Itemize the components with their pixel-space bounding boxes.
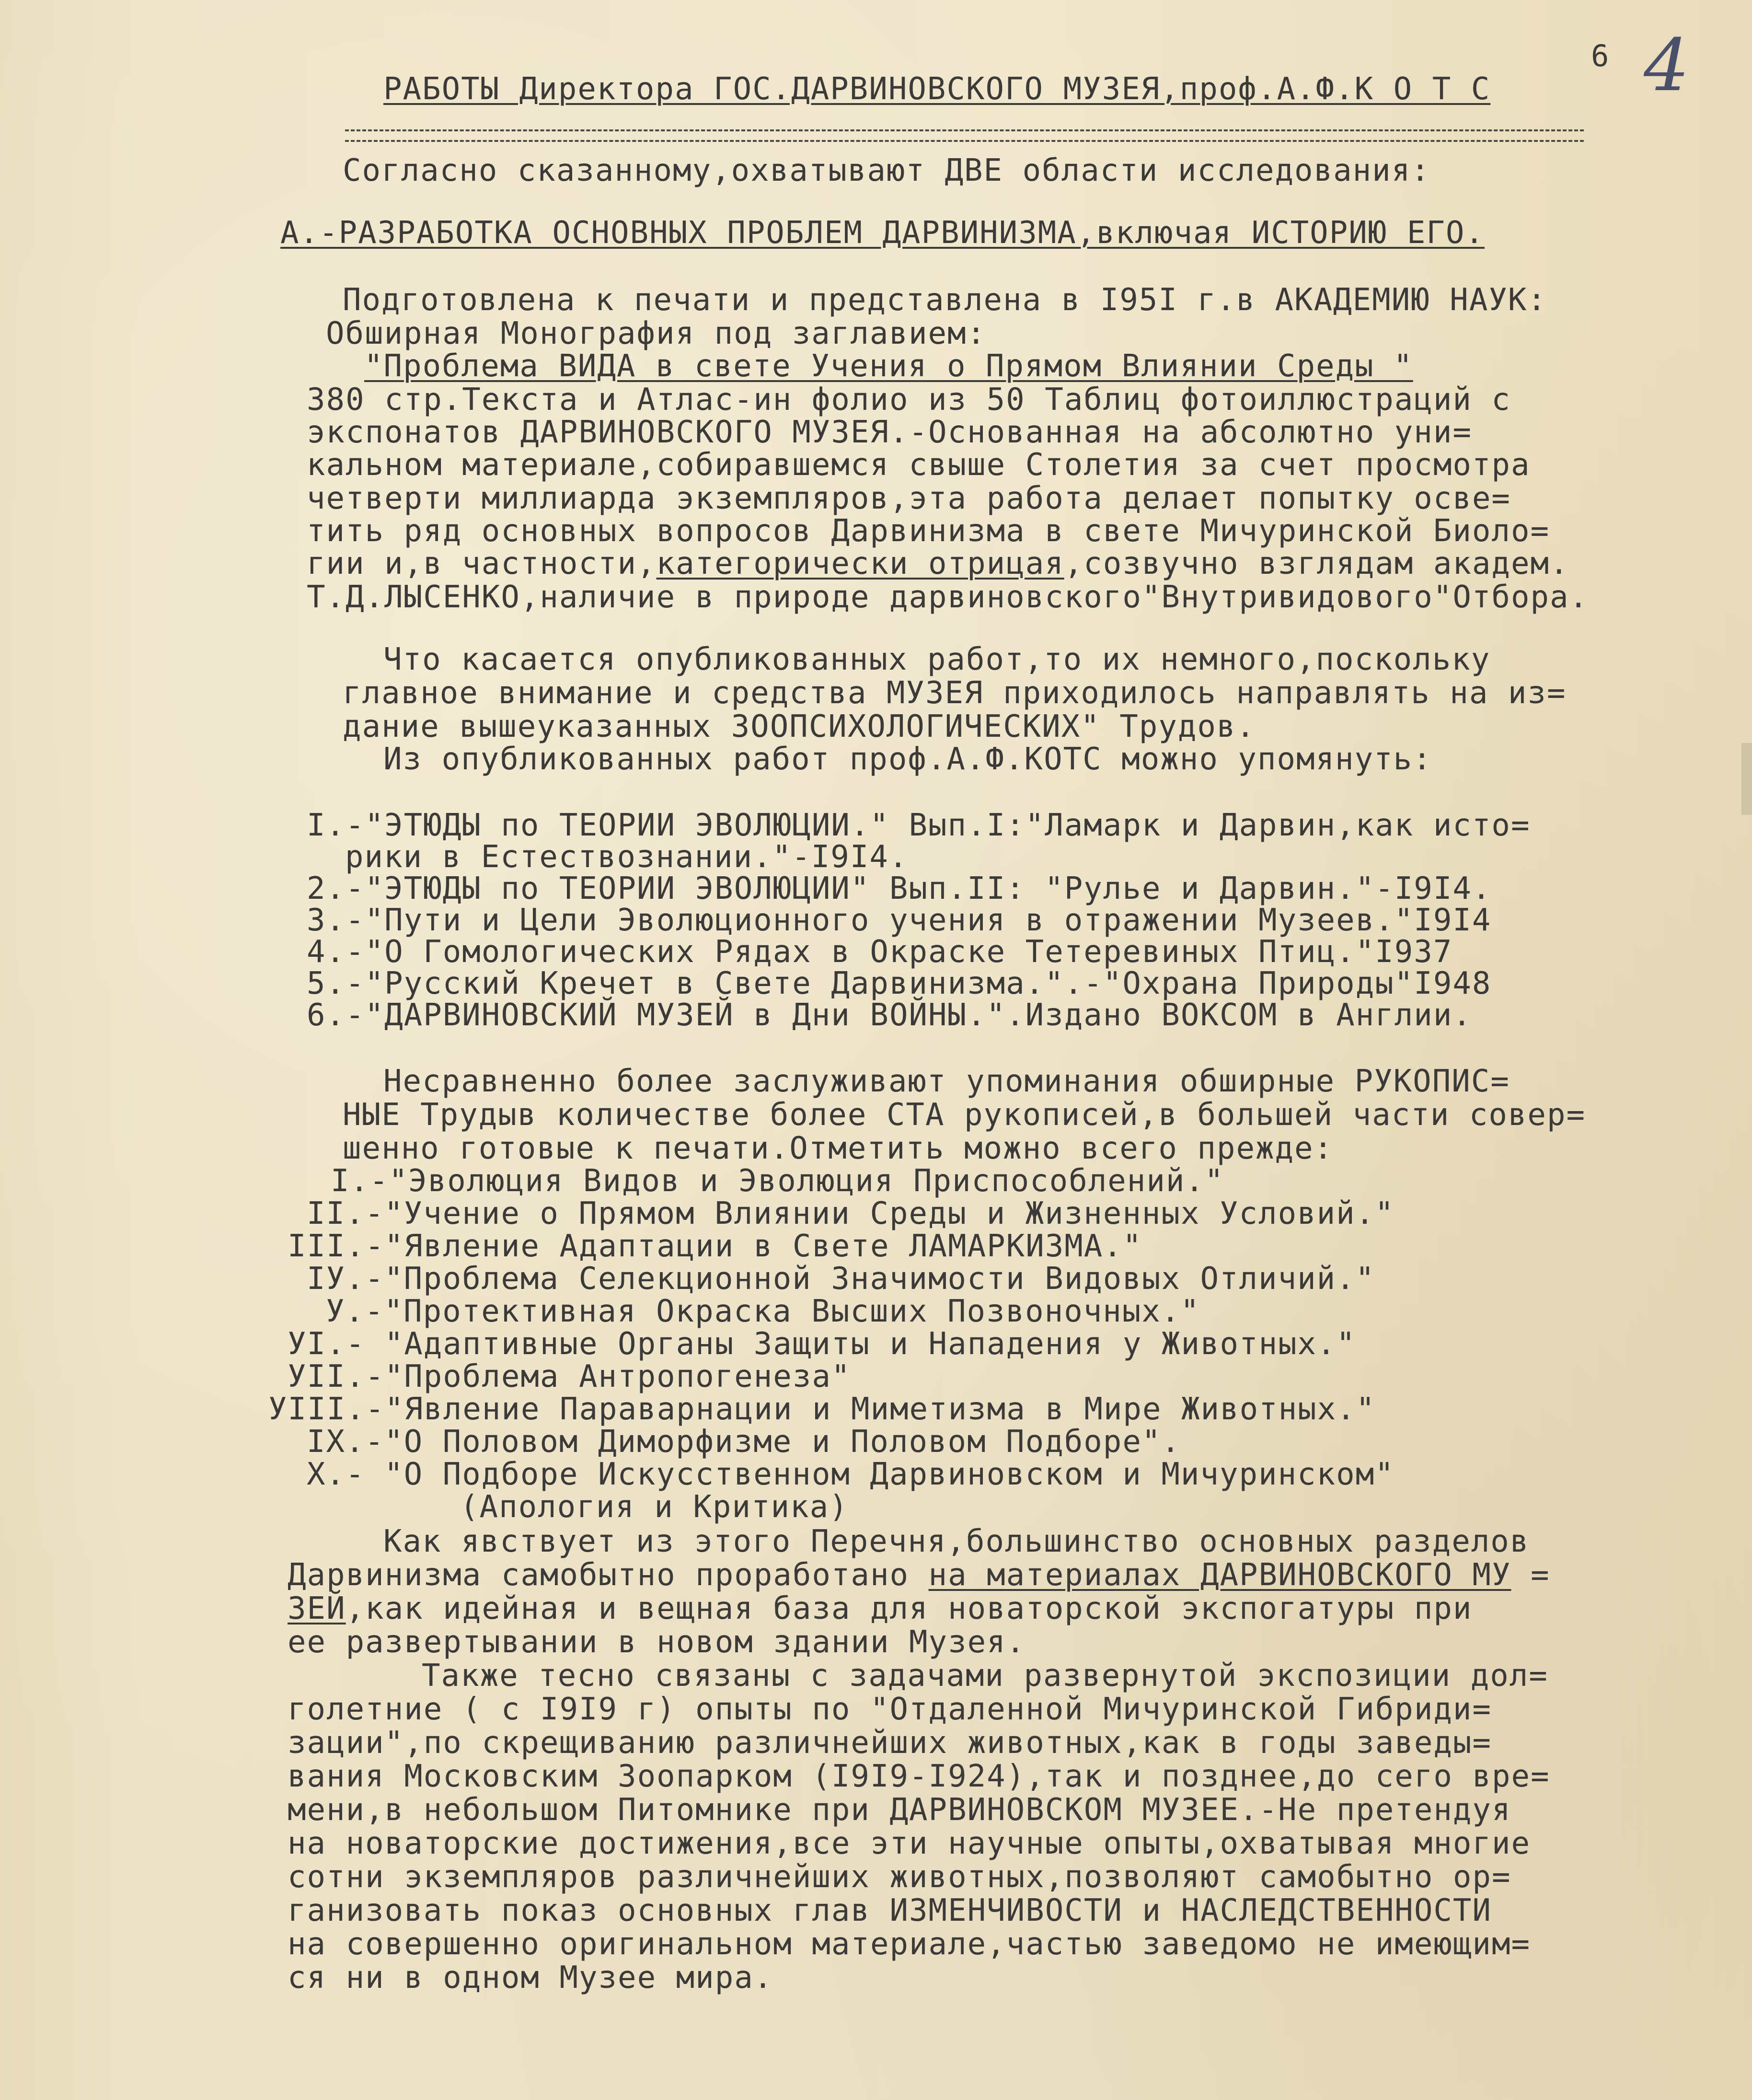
- list-item: УI.- "Адаптивные Органы Защиты и Нападения у Животных.": [288, 1326, 1356, 1362]
- section-a-heading: А.-РАЗРАБОТКА ОСНОВНЫХ ПРОБЛЕМ ДАРВИНИЗМА,включая ИСТОРИЮ ЕГО.: [280, 215, 1485, 251]
- text-line: ганизовать показ основных глав ИЗМЕНЧИВОСТИ и НАСЛЕДСТВЕННОСТИ: [288, 1893, 1492, 1928]
- text-line: на новаторские достижения,все эти научные опыты,охватывая многие: [288, 1826, 1531, 1861]
- text-line: Также тесно связаны с задачами развернутой экспозиции дол=: [422, 1658, 1548, 1694]
- text-line: кальном материале,собиравшемся свыше Столетия за счет просмотра: [307, 447, 1531, 483]
- underlined-phrase: на материалах ДАРВИНОВСКОГО МУ: [928, 1557, 1511, 1593]
- text-line: Из опубликованных работ проф.А.Ф.КОТС можно упомянуть:: [383, 742, 1432, 777]
- text-line: тить ряд основных вопросов Дарвинизма в свете Мичуринской Биоло=: [307, 513, 1550, 549]
- text-line: НЫЕ Трудыв количестве более СТА рукописей,в большей части совер=: [343, 1097, 1586, 1133]
- text-line: Обширная Монография под заглавием:: [326, 316, 987, 351]
- underlined-phrase: категорически отрицая: [656, 546, 1064, 581]
- text-line: на совершенно оригинальном материале,частью заведомо не имеющим=: [288, 1926, 1531, 1962]
- text-fragment: =: [1511, 1557, 1550, 1593]
- intro-line: Согласно сказанному,охватывают ДВЕ области исследования:: [343, 153, 1430, 188]
- page-number-typed: 6: [1591, 38, 1609, 73]
- list-item: III.-"Явление Адаптации в Свете ЛАМАРКИЗМА.": [288, 1229, 1142, 1264]
- list-item: I.-"Эволюция Видов и Эволюция Приспособлений.": [331, 1163, 1224, 1199]
- text-line: [288, 1591, 1472, 1626]
- text-line: главное внимание и средства МУЗЕЯ приходилось направлять на из=: [343, 675, 1567, 711]
- paper-tape: [1741, 743, 1752, 815]
- text-line: Несравненно более заслуживают упоминания обширные РУКОПИС=: [383, 1064, 1510, 1099]
- text-line: вания Московским Зоопарком (I9I9-I924),так и позднее,до сего вре=: [288, 1759, 1550, 1794]
- text-line: Как явствует из этого Перечня,большинство основных разделов: [383, 1524, 1530, 1559]
- list-item: У.-"Протективная Окраска Высших Позвоночных.": [326, 1294, 1200, 1329]
- list-item: II.-"Учение о Прямом Влиянии Среды и Жизненных Условий.": [307, 1196, 1395, 1231]
- list-item: УII.-"Проблема Антропогенеза": [288, 1359, 851, 1394]
- page-number-handwritten: 4: [1644, 24, 1690, 107]
- text-line: зации",по скрещиванию различнейших животных,как в годы заведы=: [288, 1725, 1492, 1761]
- list-item: 4.-"О Гомологических Рядах в Окраске Тетеревиных Птиц."I937: [307, 934, 1453, 970]
- text-line: экспонатов ДАРВИНОВСКОГО МУЗЕЯ.-Основанная на абсолютно уни=: [307, 415, 1472, 450]
- text-fragment: ,созвучно взглядам академ.: [1064, 546, 1569, 581]
- list-item: рики в Естествознании."-I9I4.: [345, 839, 909, 875]
- text-line: четверти миллиарда экземпляров,эта работа делает попытку осве=: [307, 481, 1511, 516]
- text-line: [307, 546, 1569, 581]
- text-line: 380 стр.Текста и Атлас-ин фолио из 50 Таблиц фотоиллюстраций с: [307, 382, 1511, 418]
- list-item: 3.-"Пути и Цели Эволюционного учения в отражении Музеев."I9I4: [307, 903, 1492, 938]
- list-item: IX.-"О Половом Диморфизме и Половом Подборе".: [307, 1424, 1181, 1460]
- list-item: 2.-"ЭТЮДЫ по ТЕОРИИ ЭВОЛЮЦИИ" Вып.II: "Рулье и Дарвин."-I9I4.: [307, 871, 1492, 906]
- text-line: сотни экземпляров различнейших животных,позволяют самобытно ор=: [288, 1859, 1511, 1895]
- text-fragment: ,как идейная и вещная база для новаторской экспогатуры при: [346, 1591, 1473, 1626]
- list-item: 6.-"ДАРВИНОВСКИЙ МУЗЕЙ в Дни ВОЙНЫ.".Издано ВОКСОМ в Англии.: [307, 998, 1472, 1033]
- text-line: дание вышеуказанных ЗООПСИХОЛОГИЧЕСКИХ" Трудов.: [343, 709, 1256, 744]
- text-line: Что касается опубликованных работ,то их немного,поскольку: [383, 642, 1491, 677]
- list-item: X.- "О Подборе Искусственном Дарвиновском и Мичуринском": [307, 1457, 1395, 1492]
- text-line: Т.Д.ЛЫСЕНКО,наличие в природе дарвиновского"Внутривидового"Отбора.: [307, 580, 1589, 615]
- list-item: IУ.-"Проблема Селекционной Значимости Видовых Отличий.": [307, 1261, 1375, 1297]
- underlined-phrase: ЗЕЙ: [288, 1591, 346, 1626]
- text-line: [288, 1558, 1550, 1592]
- text-line: мени,в небольшом Питомнике при ДАРВИНОВСКОМ МУЗЕЕ.-Не претендуя: [288, 1792, 1511, 1828]
- text-fragment: Дарвинизма самобытно проработано: [288, 1557, 929, 1593]
- monograph-title: "Проблема ВИДА в свете Учения о Прямом Влиянии Среды ": [364, 348, 1413, 384]
- text-line: Подготовлена к печати и представлена в I95I г.в АКАДЕМИЮ НАУК:: [343, 282, 1547, 318]
- title-separator: [345, 129, 1584, 142]
- text-line: шенно готовые к печати.Отметить можно всего прежде:: [343, 1131, 1334, 1166]
- document-title: РАБОТЫ Директора ГОС.ДАРВИНОВСКОГО МУЗЕЯ,проф.А.Ф.К О Т С: [383, 71, 1491, 107]
- list-item: УIII.-"Явление Параварнации и Миметизма в Мире Животных.": [268, 1392, 1376, 1427]
- list-item-note: (Апология и Критика): [460, 1489, 849, 1525]
- list-item: 5.-"Русский Кречет в Свете Дарвинизма.".-"Охрана Природы"I948: [307, 966, 1492, 1001]
- text-line: ся ни в одном Музее мира.: [288, 1960, 773, 1996]
- list-item: I.-"ЭТЮДЫ по ТЕОРИИ ЭВОЛЮЦИИ." Вып.I:"Ламарк и Дарвин,как исто=: [307, 808, 1531, 843]
- text-line: голетние ( с I9I9 г) опыты по "Отдаленной Мичуринской Гибриди=: [288, 1692, 1492, 1727]
- text-line: ее развертывании в новом здании Музея.: [288, 1624, 1026, 1660]
- text-fragment: гии и,в частности,: [307, 546, 657, 581]
